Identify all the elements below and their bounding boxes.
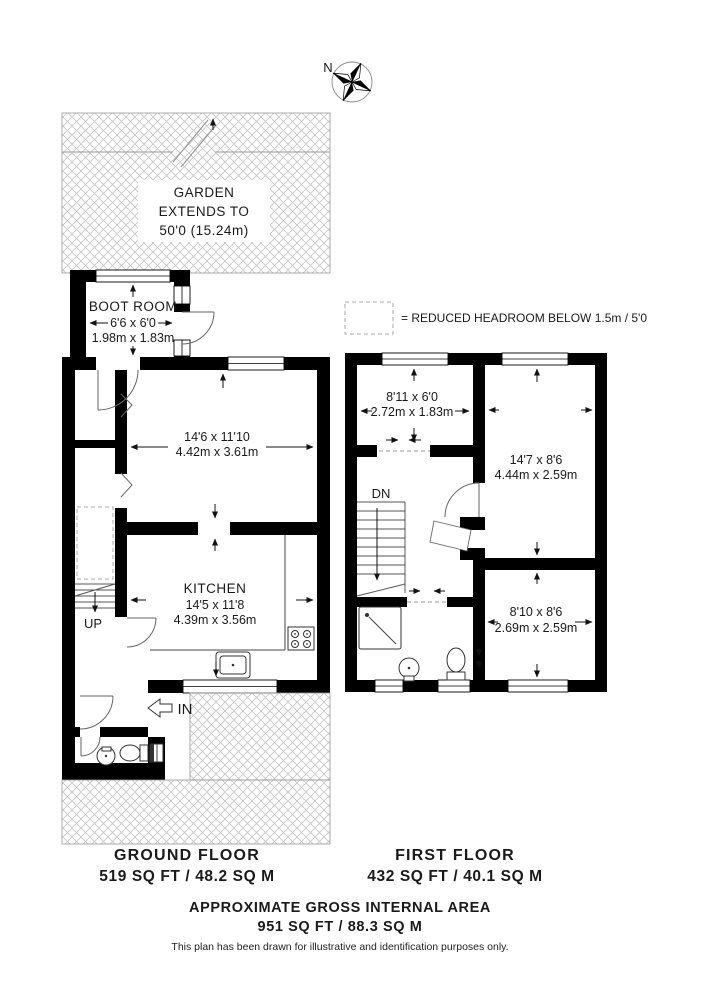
bedroom-size-metric: 4.44m x 2.59m	[494, 468, 578, 482]
garden-extends-label: EXTENDS TO	[158, 204, 250, 219]
footer	[99, 847, 542, 953]
kitchen-size-imperial: 14'5 x 11'8	[185, 598, 245, 612]
compass-rose-icon	[323, 54, 380, 110]
room-top-left-size-metric: 2.72m x 1.83m	[370, 405, 454, 419]
first-floor-title: FIRST FLOOR	[395, 847, 515, 864]
room-top-left	[361, 369, 469, 441]
boot-room-size-metric: 1.98m x 1.83m	[91, 331, 175, 345]
disclaimer-text: This plan has been drawn for illustrative and identification purposes only.	[171, 941, 509, 953]
room-bottom-right-size-imperial: 8'10 x 8'6	[509, 605, 563, 619]
entrance-label: IN	[177, 701, 193, 718]
room-top-left-size-imperial: 8'11 x 6'0	[386, 390, 438, 404]
room-bottom-right	[479, 573, 592, 677]
sink-icon	[216, 652, 250, 678]
kitchen-label: KITCHEN	[183, 581, 247, 596]
boot-room-size-imperial: 6'6 x 6'0	[110, 316, 156, 330]
window	[382, 353, 448, 365]
window	[174, 340, 190, 356]
legend	[345, 302, 647, 334]
window	[375, 680, 403, 692]
boot-room-label: BOOT ROOM	[88, 299, 178, 314]
first-floor-area: 432 SQ FT / 40.1 SQ M	[367, 868, 543, 885]
reception-size-metric: 4.42m x 3.61m	[175, 445, 259, 459]
bathroom-fixtures	[359, 607, 465, 681]
appliance-icon	[150, 744, 163, 762]
entrance-door	[80, 696, 113, 729]
legend-text: = REDUCED HEADROOM BELOW 1.5m / 5'0	[401, 311, 648, 325]
toilet-icon	[447, 648, 465, 680]
hob-icon	[288, 627, 314, 650]
wc-fixtures	[97, 744, 163, 765]
bedroom-right	[489, 369, 592, 555]
window	[228, 357, 284, 370]
reception-size-imperial: 14'6 x 11'10	[184, 430, 250, 444]
window	[502, 353, 568, 365]
reduced-headroom-zone	[77, 507, 113, 579]
bedroom-size-imperial: 14'7 x 8'6	[509, 453, 563, 467]
garden-label: GARDEN	[173, 185, 235, 200]
room-bottom-right-size-metric: 2.69m x 2.59m	[494, 621, 578, 635]
reception-room	[131, 374, 313, 518]
hall-folding-door	[121, 473, 132, 497]
kitchen-size-metric: 4.39m x 3.56m	[173, 613, 257, 627]
shower-icon	[359, 607, 401, 649]
window	[438, 680, 470, 692]
gross-area-title: APPROXIMATE GROSS INTERNAL AREA	[189, 900, 491, 916]
window	[96, 270, 170, 282]
bedroom-door	[445, 483, 479, 517]
gross-area-value: 951 SQ FT / 88.3 SQ M	[257, 919, 423, 935]
window	[183, 680, 277, 693]
stairs-down-label: DN	[371, 486, 391, 501]
toilet-icon	[120, 745, 148, 761]
ground-floor-stairs	[75, 507, 115, 631]
basin-icon	[97, 747, 115, 765]
entrance-arrow-icon	[148, 699, 172, 717]
hall-to-kitchen-door	[127, 618, 156, 647]
window	[508, 680, 568, 692]
ground-floor-area: 519 SQ FT / 48.2 SQ M	[99, 868, 275, 885]
ground-floor-title: GROUND FLOOR	[114, 847, 260, 864]
first-floor-stairs	[357, 486, 405, 596]
garden-length-label: 50'0 (15.24m)	[159, 223, 249, 238]
entrance-marker	[148, 699, 193, 718]
reduced-headroom-key-icon	[345, 302, 393, 334]
stairs-up-label: UP	[83, 616, 103, 631]
boot-room	[89, 285, 177, 355]
boot-room-exterior-door	[182, 312, 214, 344]
compass-north-label: N	[323, 60, 333, 75]
basin-icon	[399, 658, 419, 681]
garden-area	[62, 113, 330, 273]
